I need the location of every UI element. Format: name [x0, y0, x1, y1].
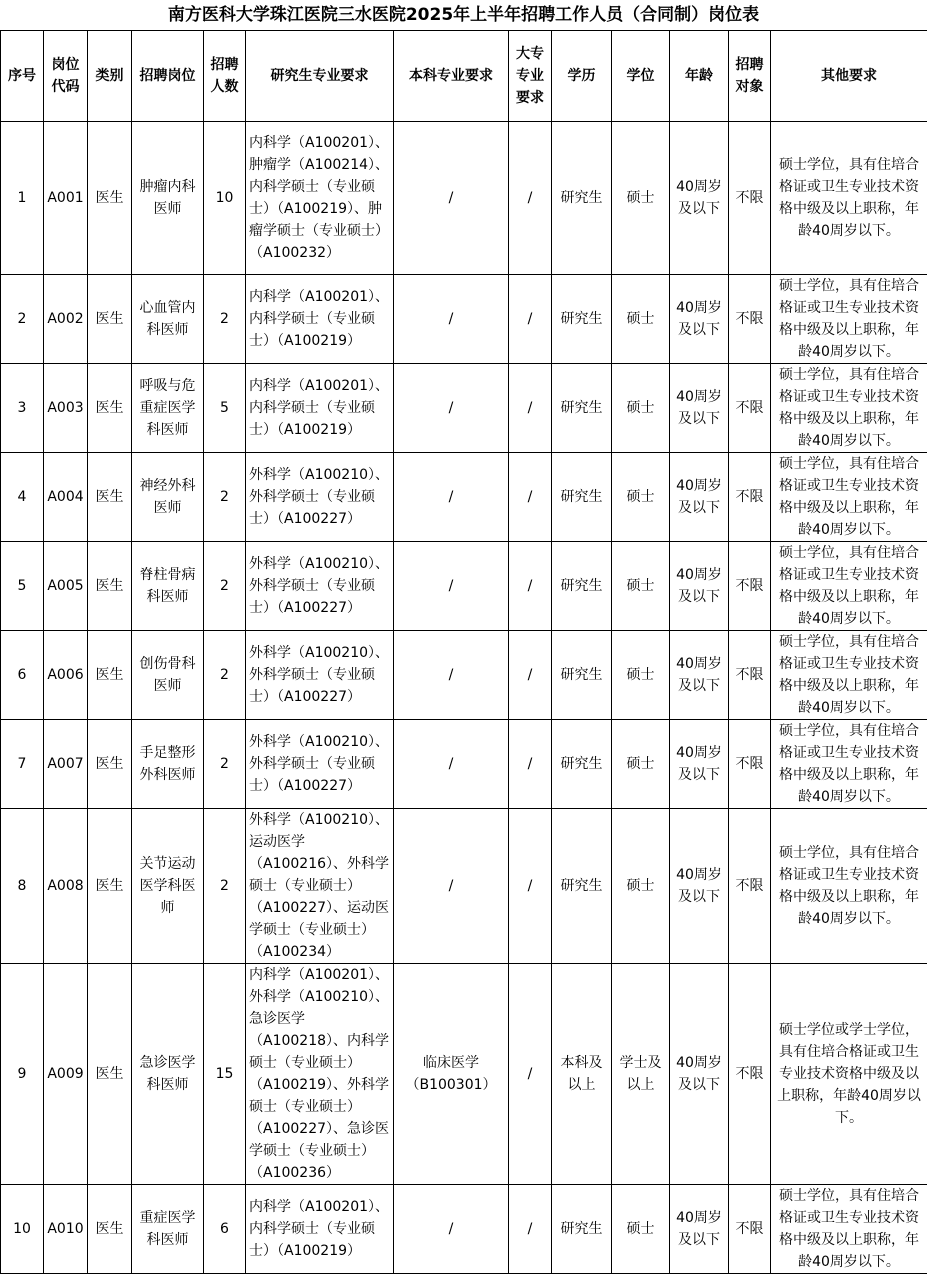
- col-header-degree: 学位: [612, 31, 670, 122]
- cell-position: 呼吸与危重症医学科医师: [132, 364, 204, 453]
- cell-bachelor: /: [394, 631, 509, 720]
- col-header-college: 大专专业要求: [509, 31, 552, 122]
- cell-grad: 内科学（A100201）、内科学硕士（专业硕士）（A100219）: [246, 275, 394, 364]
- cell-code: A009: [44, 964, 88, 1185]
- cell-position: 肿瘤内科医师: [132, 122, 204, 275]
- job-table: [0, 30, 927, 1274]
- cell-category: 医生: [88, 275, 132, 364]
- cell-position: 急诊医学科医师: [132, 964, 204, 1185]
- cell-other: 硕士学位，具有住培合格证或卫生专业技术资格中级及以上职称，年龄40周岁以下。: [771, 720, 927, 809]
- col-header-grad: 研究生专业要求: [246, 31, 394, 122]
- cell-position: 重症医学科医师: [132, 1185, 204, 1274]
- cell-category: 医生: [88, 542, 132, 631]
- cell-college: /: [509, 720, 552, 809]
- page-title: 南方医科大学珠江医院三水医院2025年上半年招聘工作人员（合同制）岗位表: [0, 0, 927, 30]
- cell-no: 9: [1, 964, 44, 1185]
- table-row: [1, 542, 927, 631]
- cell-degree: 硕士: [612, 720, 670, 809]
- table-row: [1, 631, 927, 720]
- cell-code: A006: [44, 631, 88, 720]
- cell-grad: 内科学（A100201）、肿瘤学（A100214）、内科学硕士（专业硕士）（A100219）、肿瘤学硕士（专业硕士）（A100232）: [246, 122, 394, 275]
- cell-no: 10: [1, 1185, 44, 1274]
- cell-code: A002: [44, 275, 88, 364]
- table-row: [1, 964, 927, 1185]
- cell-target: 不限: [729, 453, 771, 542]
- cell-grad: 内科学（A100201）、内科学硕士（专业硕士）（A100219）: [246, 364, 394, 453]
- cell-college: /: [509, 453, 552, 542]
- cell-count: 15: [204, 964, 246, 1185]
- cell-target: 不限: [729, 964, 771, 1185]
- table-row: [1, 275, 927, 364]
- cell-education: 研究生: [552, 364, 612, 453]
- cell-other: 硕士学位或学士学位，具有住培合格证或卫生专业技术资格中级及以上职称，年龄40周岁以下。: [771, 964, 927, 1185]
- cell-age: 40周岁及以下: [670, 631, 729, 720]
- cell-other: 硕士学位，具有住培合格证或卫生专业技术资格中级及以上职称，年龄40周岁以下。: [771, 542, 927, 631]
- cell-target: 不限: [729, 542, 771, 631]
- cell-bachelor: /: [394, 453, 509, 542]
- cell-bachelor: /: [394, 720, 509, 809]
- cell-college: /: [509, 122, 552, 275]
- cell-category: 医生: [88, 453, 132, 542]
- cell-college: /: [509, 631, 552, 720]
- cell-target: 不限: [729, 631, 771, 720]
- cell-bachelor: /: [394, 364, 509, 453]
- cell-college: /: [509, 809, 552, 964]
- cell-age: 40周岁及以下: [670, 1185, 729, 1274]
- cell-count: 2: [204, 542, 246, 631]
- cell-position: 神经外科医师: [132, 453, 204, 542]
- col-header-age: 年龄: [670, 31, 729, 122]
- cell-age: 40周岁及以下: [670, 809, 729, 964]
- cell-education: 研究生: [552, 1185, 612, 1274]
- cell-no: 3: [1, 364, 44, 453]
- cell-count: 2: [204, 275, 246, 364]
- cell-education: 本科及以上: [552, 964, 612, 1185]
- cell-degree: 学士及以上: [612, 964, 670, 1185]
- cell-other: 硕士学位，具有住培合格证或卫生专业技术资格中级及以上职称，年龄40周岁以下。: [771, 1185, 927, 1274]
- table-row: [1, 720, 927, 809]
- table-row: [1, 364, 927, 453]
- cell-no: 5: [1, 542, 44, 631]
- table-row: [1, 122, 927, 275]
- cell-degree: 硕士: [612, 275, 670, 364]
- col-header-other: 其他要求: [771, 31, 927, 122]
- cell-degree: 硕士: [612, 453, 670, 542]
- cell-target: 不限: [729, 809, 771, 964]
- cell-target: 不限: [729, 275, 771, 364]
- cell-no: 8: [1, 809, 44, 964]
- cell-no: 6: [1, 631, 44, 720]
- col-header-education: 学历: [552, 31, 612, 122]
- cell-no: 4: [1, 453, 44, 542]
- col-header-target: 招聘对象: [729, 31, 771, 122]
- cell-count: 5: [204, 364, 246, 453]
- cell-target: 不限: [729, 720, 771, 809]
- cell-code: A010: [44, 1185, 88, 1274]
- table-row: [1, 1185, 927, 1274]
- cell-college: /: [509, 1185, 552, 1274]
- cell-category: 医生: [88, 809, 132, 964]
- col-header-no: 序号: [1, 31, 44, 122]
- cell-count: 2: [204, 453, 246, 542]
- cell-category: 医生: [88, 364, 132, 453]
- col-header-count: 招聘人数: [204, 31, 246, 122]
- cell-category: 医生: [88, 122, 132, 275]
- cell-education: 研究生: [552, 631, 612, 720]
- cell-grad: 外科学（A100210）、外科学硕士（专业硕士）（A100227）: [246, 542, 394, 631]
- table-row: [1, 809, 927, 964]
- cell-category: 医生: [88, 631, 132, 720]
- cell-degree: 硕士: [612, 364, 670, 453]
- cell-position: 脊柱骨病科医师: [132, 542, 204, 631]
- cell-count: 10: [204, 122, 246, 275]
- cell-other: 硕士学位，具有住培合格证或卫生专业技术资格中级及以上职称，年龄40周岁以下。: [771, 364, 927, 453]
- cell-count: 6: [204, 1185, 246, 1274]
- cell-no: 1: [1, 122, 44, 275]
- cell-grad: 外科学（A100210）、外科学硕士（专业硕士）（A100227）: [246, 453, 394, 542]
- cell-target: 不限: [729, 122, 771, 275]
- cell-code: A007: [44, 720, 88, 809]
- cell-education: 研究生: [552, 453, 612, 542]
- cell-bachelor: /: [394, 275, 509, 364]
- cell-age: 40周岁及以下: [670, 964, 729, 1185]
- cell-degree: 硕士: [612, 122, 670, 275]
- cell-age: 40周岁及以下: [670, 720, 729, 809]
- cell-grad: 外科学（A100210）、外科学硕士（专业硕士）（A100227）: [246, 631, 394, 720]
- cell-bachelor: /: [394, 809, 509, 964]
- cell-target: 不限: [729, 1185, 771, 1274]
- cell-education: 研究生: [552, 122, 612, 275]
- cell-grad: 内科学（A100201）、外科学（A100210）、急诊医学（A100218）、内科学硕士（专业硕士）（A100219）、外科学硕士（专业硕士）（A100227）、急诊医学硕士（专业硕士）（A100236）: [246, 964, 394, 1185]
- col-header-category: 类别: [88, 31, 132, 122]
- table-row: [1, 453, 927, 542]
- cell-category: 医生: [88, 964, 132, 1185]
- cell-degree: 硕士: [612, 1185, 670, 1274]
- cell-education: 研究生: [552, 720, 612, 809]
- cell-degree: 硕士: [612, 542, 670, 631]
- cell-code: A005: [44, 542, 88, 631]
- cell-age: 40周岁及以下: [670, 453, 729, 542]
- header-row: [1, 31, 927, 122]
- cell-other: 硕士学位，具有住培合格证或卫生专业技术资格中级及以上职称，年龄40周岁以下。: [771, 122, 927, 275]
- cell-bachelor: 临床医学（B100301）: [394, 964, 509, 1185]
- cell-category: 医生: [88, 1185, 132, 1274]
- cell-other: 硕士学位，具有住培合格证或卫生专业技术资格中级及以上职称，年龄40周岁以下。: [771, 631, 927, 720]
- cell-education: 研究生: [552, 542, 612, 631]
- cell-count: 2: [204, 720, 246, 809]
- cell-count: 2: [204, 631, 246, 720]
- cell-age: 40周岁及以下: [670, 275, 729, 364]
- cell-bachelor: /: [394, 1185, 509, 1274]
- cell-count: 2: [204, 809, 246, 964]
- cell-college: /: [509, 964, 552, 1185]
- cell-other: 硕士学位，具有住培合格证或卫生专业技术资格中级及以上职称，年龄40周岁以下。: [771, 809, 927, 964]
- cell-other: 硕士学位，具有住培合格证或卫生专业技术资格中级及以上职称，年龄40周岁以下。: [771, 453, 927, 542]
- cell-target: 不限: [729, 364, 771, 453]
- cell-college: /: [509, 364, 552, 453]
- cell-bachelor: /: [394, 542, 509, 631]
- cell-code: A001: [44, 122, 88, 275]
- cell-education: 研究生: [552, 809, 612, 964]
- cell-education: 研究生: [552, 275, 612, 364]
- col-header-bachelor: 本科专业要求: [394, 31, 509, 122]
- cell-degree: 硕士: [612, 631, 670, 720]
- cell-position: 手足整形外科医师: [132, 720, 204, 809]
- cell-degree: 硕士: [612, 809, 670, 964]
- cell-other: 硕士学位，具有住培合格证或卫生专业技术资格中级及以上职称，年龄40周岁以下。: [771, 275, 927, 364]
- cell-position: 关节运动医学科医师: [132, 809, 204, 964]
- cell-grad: 外科学（A100210）、外科学硕士（专业硕士）（A100227）: [246, 720, 394, 809]
- cell-code: A004: [44, 453, 88, 542]
- cell-no: 2: [1, 275, 44, 364]
- cell-no: 7: [1, 720, 44, 809]
- col-header-position: 招聘岗位: [132, 31, 204, 122]
- cell-age: 40周岁及以下: [670, 364, 729, 453]
- cell-bachelor: /: [394, 122, 509, 275]
- cell-age: 40周岁及以下: [670, 122, 729, 275]
- cell-age: 40周岁及以下: [670, 542, 729, 631]
- cell-position: 创伤骨科医师: [132, 631, 204, 720]
- cell-position: 心血管内科医师: [132, 275, 204, 364]
- cell-code: A003: [44, 364, 88, 453]
- cell-code: A008: [44, 809, 88, 964]
- cell-category: 医生: [88, 720, 132, 809]
- col-header-code: 岗位代码: [44, 31, 88, 122]
- cell-college: /: [509, 542, 552, 631]
- cell-grad: 内科学（A100201）、内科学硕士（专业硕士）（A100219）: [246, 1185, 394, 1274]
- cell-grad: 外科学（A100210）、运动医学（A100216）、外科学硕士（专业硕士）（A100227）、运动医学硕士（专业硕士）（A100234）: [246, 809, 394, 964]
- cell-college: /: [509, 275, 552, 364]
